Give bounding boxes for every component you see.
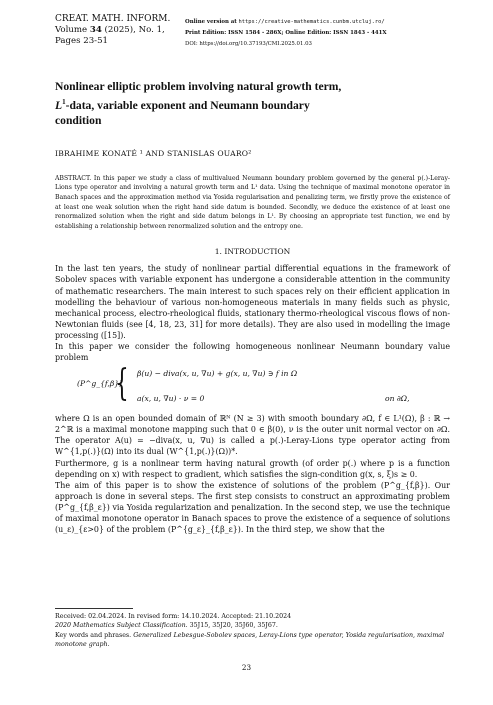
volume-number: 34 <box>89 25 102 36</box>
footnotes <box>55 608 450 650</box>
abstract-heading: ABSTRACT. <box>55 174 92 182</box>
keywords <box>55 631 450 650</box>
paper-title <box>55 79 450 128</box>
online-url-link[interactable]: https://creative-mathematics.cunbm.utcluj.ro/ <box>238 19 385 25</box>
abstract <box>55 174 450 232</box>
doi-link[interactable]: DOI: https://doi.org/10.37193/CMI.2025.01.03 <box>185 40 312 47</box>
title-line-1: Nonlinear elliptic problem involving natural growth term, <box>55 80 342 94</box>
msc-label: 2020 Mathematics Subject Classification. <box>55 622 188 630</box>
intro-paragraph-4: Furthermore, g is a nonlinear term having natural growth (of order p(.) where p is a function depending on x) with respect to gradient, which satisfies the sign-condition g(x, s, ξ)s ≥ 0. <box>55 458 450 479</box>
received-dates: Received: 02.04.2024. In revised form: 14.10.2024. Accepted: 21.10.2024 <box>55 613 292 620</box>
title-math-sup: 1 <box>62 97 66 106</box>
edition-info <box>185 17 450 49</box>
title-math-l: L <box>55 98 63 112</box>
title-line-3: condition <box>55 114 102 128</box>
online-prefix: Online version at <box>185 19 237 25</box>
author-list: IBRAHIME KONATÉ ¹ AND STANISLAS OUARO² <box>55 148 252 158</box>
volume-label: Volume <box>55 25 88 36</box>
title-line-2-rest: -data, variable exponent and Neumann boundary <box>65 98 310 112</box>
introduction-body <box>55 263 450 535</box>
page-number: 23 <box>241 663 252 672</box>
volume-rest: (2025), No. 1, <box>104 25 165 36</box>
footnote-rule <box>55 608 133 609</box>
keywords-text: Generalized Lebesgue-Sobolev spaces, Leray-Lions type operator, Yosida regularisation, maximal monotone graph. <box>55 631 445 649</box>
equation-label: (P^g_{f,β}) <box>77 379 123 389</box>
intro-paragraph-2: In this paper we consider the following homogeneous nonlinear Neumann boundary value problem <box>55 341 450 363</box>
print-edition-line: Print Edition: ISSN 1584 - 286X; Online Edition: ISSN 1843 - 441X <box>185 29 387 36</box>
abstract-text: In this paper we study a class of multivalued Neumann boundary problem governed by the general p(.)-Leray-Lions type operator and involving a natural growth term and L¹ data. Using the technique of maximal monotone operator in Banach spaces and the approximation method via Yosida regularisation and penalizing term, we firstly prove the existence of at least one weak solution when the right hand side datum is bounded. Secondly, we deduce the existence of at least one renormalized solution when the right and side datum belongs in L¹. By choosing an appropriate test function, we end by establishing a relationship between renormalized solution and the entropy one. <box>55 174 450 230</box>
volume-line <box>55 25 170 36</box>
journal-name: CREAT. MATH. INFORM. <box>55 14 171 24</box>
online-version-line <box>185 17 450 28</box>
intro-paragraph-1: In the last ten years, the study of nonlinear partial differential equations in the framework of Sobolev spaces with variable exponent has undergone a considerable attention in the community of mathematic researchers. The main interest to such spaces rely on their efficient application in modelling the behaviour of various non-homogeneous materials in many fields such as physic, mechanical process, electro-rheological fluids, stationary thermo-rheological viscous flows of non-Newtonian fluids (see [4, 18, 23, 31] for more details). They are also used in modelling the image processing ([15]). <box>55 264 450 340</box>
msc-classification <box>55 621 450 630</box>
equation-brace: { <box>115 363 129 405</box>
equation-line-1: β(u) − diva(x, u, ∇u) + g(x, u, ∇u) ∋ f in Ω <box>137 369 298 379</box>
journal-info <box>55 14 170 49</box>
equation-line-2: a(x, u, ∇u) · ν = 0 <box>137 394 205 404</box>
equation-line-2-domain: on ∂Ω, <box>385 394 410 404</box>
keywords-label: Key words and phrases. <box>55 631 132 639</box>
intro-paragraph-5: The aim of this paper is to show the existence of solutions of the problem (P^g_{f,β}). Our approach is done in several steps. The first step consists to construct an approximating problem (P^g_{f,β_ε}) via Yosida regularization and penalization. In the second step, we use the technique of maximal monotone operator in Banach spaces to prove the existence of a sequence of solutions (u_ε)_{ε>0} of the problem (P^{g_ε}_{f,β_ε}). In the third step, we show that the <box>55 480 450 535</box>
msc-codes: 35J15, 35J20, 35J60, 35J67. <box>189 622 278 630</box>
problem-equation <box>55 364 450 411</box>
pages-range: Pages 23-51 <box>55 36 109 47</box>
intro-paragraph-3: where Ω is an open bounded domain of ℝᴺ (N ≥ 3) with smooth boundary ∂Ω, f ∈ L¹(Ω), β : ℝ → 2^ℝ is a maximal monotone mapping such that 0 ∈ β(0), ν is the outer unit normal vector on ∂Ω. The operator A(u) = −diva(x, u, ∇u) is called a p(.)-Leray-Lions type operator acting from W^{1,p(.)}(Ω) into its dual (W^{1,p(.)}(Ω))*. <box>55 414 450 457</box>
journal-header <box>55 14 450 49</box>
title-line-2 <box>55 95 450 113</box>
section-heading: 1. INTRODUCTION <box>214 247 291 257</box>
